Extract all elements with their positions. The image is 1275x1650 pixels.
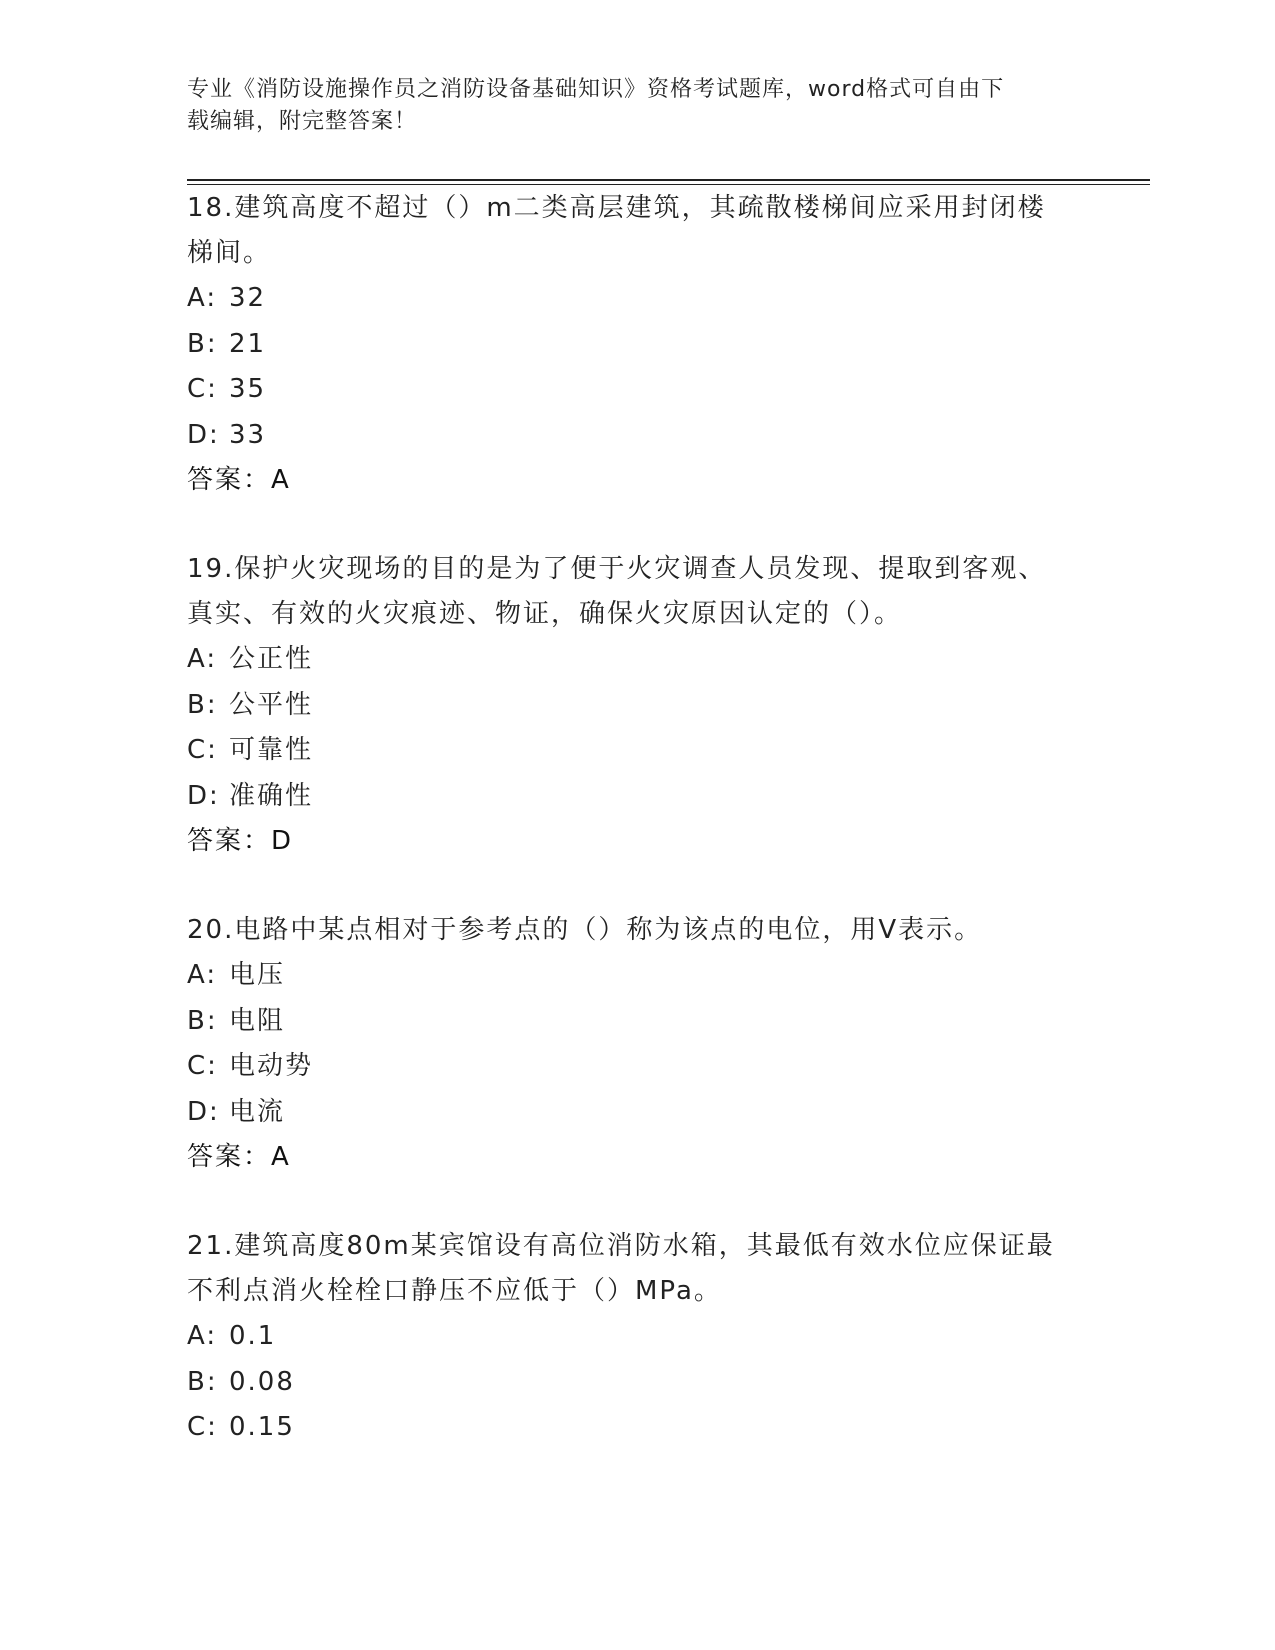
question-text-line-1: 18.建筑高度不超过（）m二类高层建筑，其疏散楼梯间应采用封闭楼 [187,193,1046,223]
option-c [187,367,1087,413]
option-value: 0.1 [229,1321,277,1351]
question-21 [187,1224,1087,1451]
option-value: 33 [229,419,267,450]
header-line-2: 载编辑，附完整答案！ [187,109,418,134]
option-b [187,322,1087,368]
option-a [187,276,1087,322]
option-value: 电流 [229,1096,286,1127]
option-value: 可靠性 [229,735,314,765]
question-text-line-2: 真实、有效的火灾痕迹、物证，确保火灾原因认定的（）。 [187,599,903,629]
option-letter: A: [187,644,218,674]
option-letter: C: [187,1051,218,1081]
question-text-line-1: 19.保护火灾现场的目的是为了便于火灾调查人员发现、提取到客观、 [187,554,1047,584]
question-text-line-2: 梯间。 [187,238,272,268]
option-c [187,1044,1087,1090]
document-header [187,74,1067,138]
question-19 [187,547,1087,864]
option-c [187,728,1087,774]
option-letter: C: [187,735,218,765]
question-text-line-1: 20.电路中某点相对于参考点的（）称为该点的电位，用V表示。 [187,915,983,945]
option-letter: A: [187,283,218,313]
option-letter: A: [187,1321,218,1351]
option-letter: D: [187,780,220,811]
answer-label: 答案：A [187,465,291,495]
option-value: 公正性 [229,644,314,674]
option-value: 0.15 [229,1412,295,1442]
option-a [187,637,1087,683]
header-line-1: 专业《消防设施操作员之消防设备基础知识》资格考试题库，word格式可自由下 [187,77,1005,102]
option-letter: C: [187,374,218,404]
option-letter: D: [187,1096,220,1127]
option-b [187,1360,1087,1406]
answer-label: 答案：D [187,826,294,856]
question-20 [187,908,1087,1180]
question-18 [187,186,1087,503]
answer-label: 答案：A [187,1142,291,1172]
question-text-line-1: 21.建筑高度80m某宾馆设有高位消防水箱，其最低有效水位应保证最 [187,1231,1055,1261]
option-value: 35 [229,374,267,404]
option-c [187,1405,1087,1451]
option-value: 公平性 [229,689,314,720]
option-letter: B: [187,1005,218,1036]
option-b [187,683,1087,729]
option-letter: A: [187,960,218,990]
option-value: 0.08 [229,1366,295,1397]
option-d [187,413,1087,459]
header-divider-thick [187,179,1150,181]
option-value: 电阻 [229,1005,286,1036]
option-value: 准确性 [229,780,314,811]
question-text-line-2: 不利点消火栓栓口静压不应低于（）MPa。 [187,1276,722,1306]
option-value: 32 [229,283,267,313]
option-letter: D: [187,419,220,450]
option-a [187,953,1087,999]
option-letter: B: [187,1366,218,1397]
option-letter: C: [187,1412,218,1442]
option-a [187,1314,1087,1360]
option-d [187,774,1087,820]
option-letter: B: [187,328,218,359]
option-value: 电压 [229,960,286,990]
option-d [187,1090,1087,1136]
option-value: 21 [229,328,267,359]
header-divider-thin [187,184,1150,185]
option-value: 电动势 [229,1051,314,1081]
option-b [187,999,1087,1045]
option-letter: B: [187,689,218,720]
